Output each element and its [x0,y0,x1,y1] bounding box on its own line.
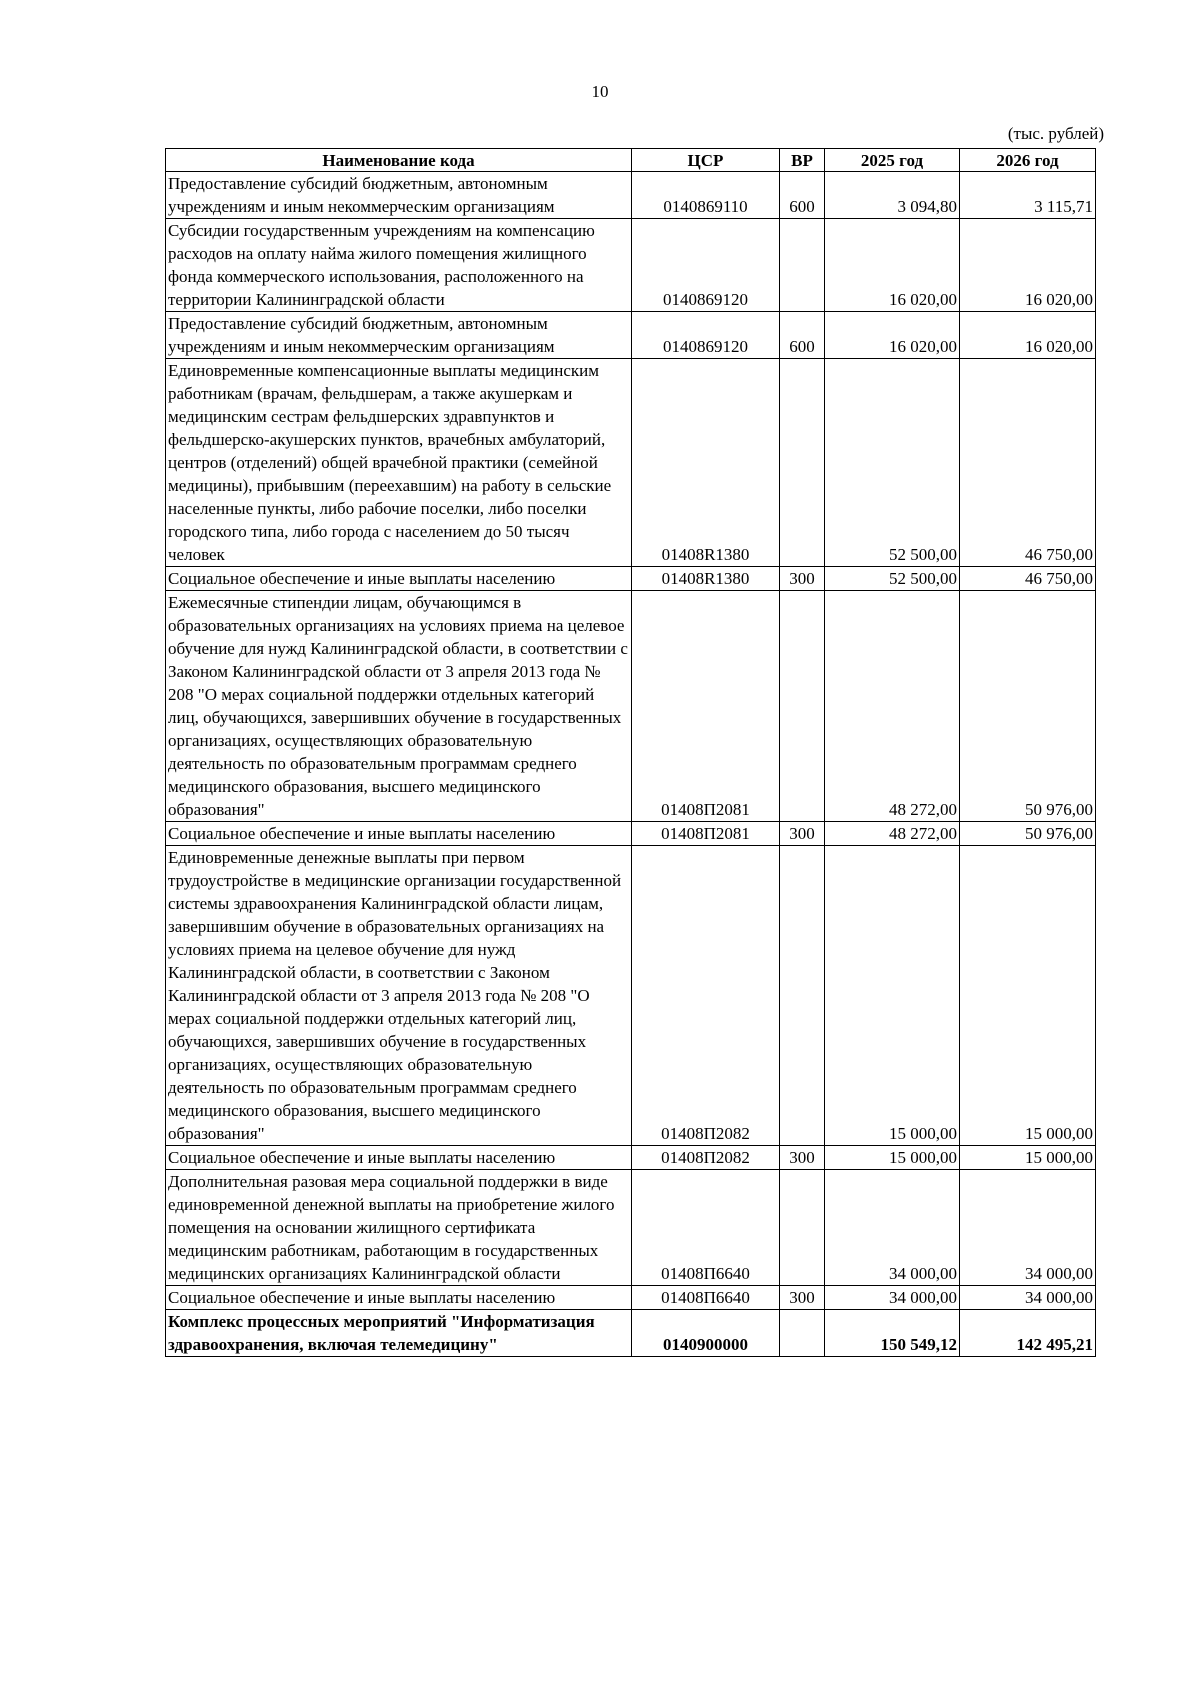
cell-name: Единовременные денежные выплаты при первом трудоустройстве в медицинские организации государственной системы здравоохранения Калининградской области лицам, завершившим обучение в образовательных организациях на условиях приема на целевое обучение для нужд Калининградской области, в соответствии с Законом Калининградской области от 3 апреля 2013 года № 208 "О мерах социальной поддержки отдельных категорий лиц, обучающихся, завершивших обучение в государственных организациях, осуществляющих образовательную деятельность по образовательным программам среднего медицинского образования, высшего медицинского образования" [166,846,632,1146]
table-body [166,172,1096,1357]
table-row [166,312,1096,359]
cell-2025: 52 500,00 [825,567,960,591]
cell-name: Социальное обеспечение и иные выплаты населению [166,567,632,591]
cell-2026: 34 000,00 [960,1170,1096,1286]
table-row [166,219,1096,312]
table-row [166,567,1096,591]
cell-csr: 0140869120 [632,312,780,359]
cell-csr: 0140869120 [632,219,780,312]
cell-2026: 46 750,00 [960,567,1096,591]
cell-vr: 300 [780,1286,825,1310]
cell-2025: 48 272,00 [825,591,960,822]
cell-csr: 01408R1380 [632,567,780,591]
cell-2026: 16 020,00 [960,219,1096,312]
cell-vr [780,1310,825,1357]
cell-name: Комплекс процессных мероприятий "Информатизация здравоохранения, включая телемедицину" [166,1310,632,1357]
cell-vr [780,591,825,822]
cell-vr: 300 [780,822,825,846]
cell-name: Субсидии государственным учреждениям на компенсацию расходов на оплату найма жилого помещения жилищного фонда коммерческого использования, расположенного на территории Калининградской области [166,219,632,312]
table-header-row [166,149,1096,172]
header-csr: ЦСР [632,149,780,172]
header-2025: 2025 год [825,149,960,172]
cell-2025: 150 549,12 [825,1310,960,1357]
cell-2026: 16 020,00 [960,312,1096,359]
cell-2026: 46 750,00 [960,359,1096,567]
cell-name: Социальное обеспечение и иные выплаты населению [166,822,632,846]
header-vr: ВР [780,149,825,172]
table-row [166,591,1096,822]
table-row [166,846,1096,1146]
cell-vr: 300 [780,1146,825,1170]
cell-csr: 01408П2081 [632,822,780,846]
cell-2026: 34 000,00 [960,1286,1096,1310]
cell-csr: 01408П2082 [632,1146,780,1170]
cell-2025: 3 094,80 [825,172,960,219]
cell-2025: 16 020,00 [825,219,960,312]
cell-vr [780,359,825,567]
cell-vr: 300 [780,567,825,591]
cell-vr: 600 [780,172,825,219]
table-row [166,1146,1096,1170]
cell-name: Предоставление субсидий бюджетным, автономным учреждениям и иным некоммерческим организациям [166,312,632,359]
cell-csr: 01408П2082 [632,846,780,1146]
cell-2026: 142 495,21 [960,1310,1096,1357]
table-row [166,1286,1096,1310]
cell-2026: 50 976,00 [960,822,1096,846]
cell-csr: 0140900000 [632,1310,780,1357]
cell-2026: 3 115,71 [960,172,1096,219]
cell-csr: 01408П6640 [632,1170,780,1286]
cell-2025: 15 000,00 [825,1146,960,1170]
units-label: (тыс. рублей) [1007,124,1104,143]
cell-2026: 15 000,00 [960,846,1096,1146]
cell-name: Дополнительная разовая мера социальной поддержки в виде единовременной денежной выплаты на приобретение жилого помещения на основании жилищного сертификата медицинским работникам, работающим в государственных медицинских организациях Калининградской области [166,1170,632,1286]
cell-2026: 15 000,00 [960,1146,1096,1170]
header-name: Наименование кода [166,149,632,172]
cell-csr: 0140869110 [632,172,780,219]
cell-vr [780,1170,825,1286]
cell-2025: 48 272,00 [825,822,960,846]
table-row [166,1170,1096,1286]
cell-2025: 34 000,00 [825,1170,960,1286]
cell-2025: 16 020,00 [825,312,960,359]
budget-table [165,148,1096,1357]
cell-2025: 15 000,00 [825,846,960,1146]
page-number: 10 [591,82,609,101]
cell-2026: 50 976,00 [960,591,1096,822]
cell-csr: 01408П2081 [632,591,780,822]
cell-vr [780,219,825,312]
cell-2025: 52 500,00 [825,359,960,567]
cell-name: Социальное обеспечение и иные выплаты населению [166,1146,632,1170]
table-row [166,1310,1096,1357]
cell-name: Единовременные компенсационные выплаты медицинским работникам (врачам, фельдшерам, а также акушеркам и медицинским сестрам фельдшерских здравпунктов и фельдшерско-акушерских пунктов, врачебных амбулаторий, центров (отделений) общей врачебной практики (семейной медицины), прибывшим (переехавшим) на работу в сельские населенные пункты, либо рабочие поселки, либо поселки городского типа, либо города с населением до 50 тысяч человек [166,359,632,567]
cell-name: Предоставление субсидий бюджетным, автономным учреждениям и иным некоммерческим организациям [166,172,632,219]
cell-vr: 600 [780,312,825,359]
cell-2025: 34 000,00 [825,1286,960,1310]
table-row [166,822,1096,846]
cell-name: Социальное обеспечение и иные выплаты населению [166,1286,632,1310]
cell-csr: 01408R1380 [632,359,780,567]
cell-csr: 01408П6640 [632,1286,780,1310]
cell-vr [780,846,825,1146]
table-row [166,172,1096,219]
cell-name: Ежемесячные стипендии лицам, обучающимся в образовательных организациях на условиях приема на целевое обучение для нужд Калининградской области, в соответствии с Законом Калининградской области от 3 апреля 2013 года № 208 "О мерах социальной поддержки отдельных категорий лиц, обучающихся, завершивших обучение в государственных организациях, осуществляющих образовательную деятельность по образовательным программам среднего медицинского образования, высшего медицинского образования" [166,591,632,822]
table-row [166,359,1096,567]
header-2026: 2026 год [960,149,1096,172]
